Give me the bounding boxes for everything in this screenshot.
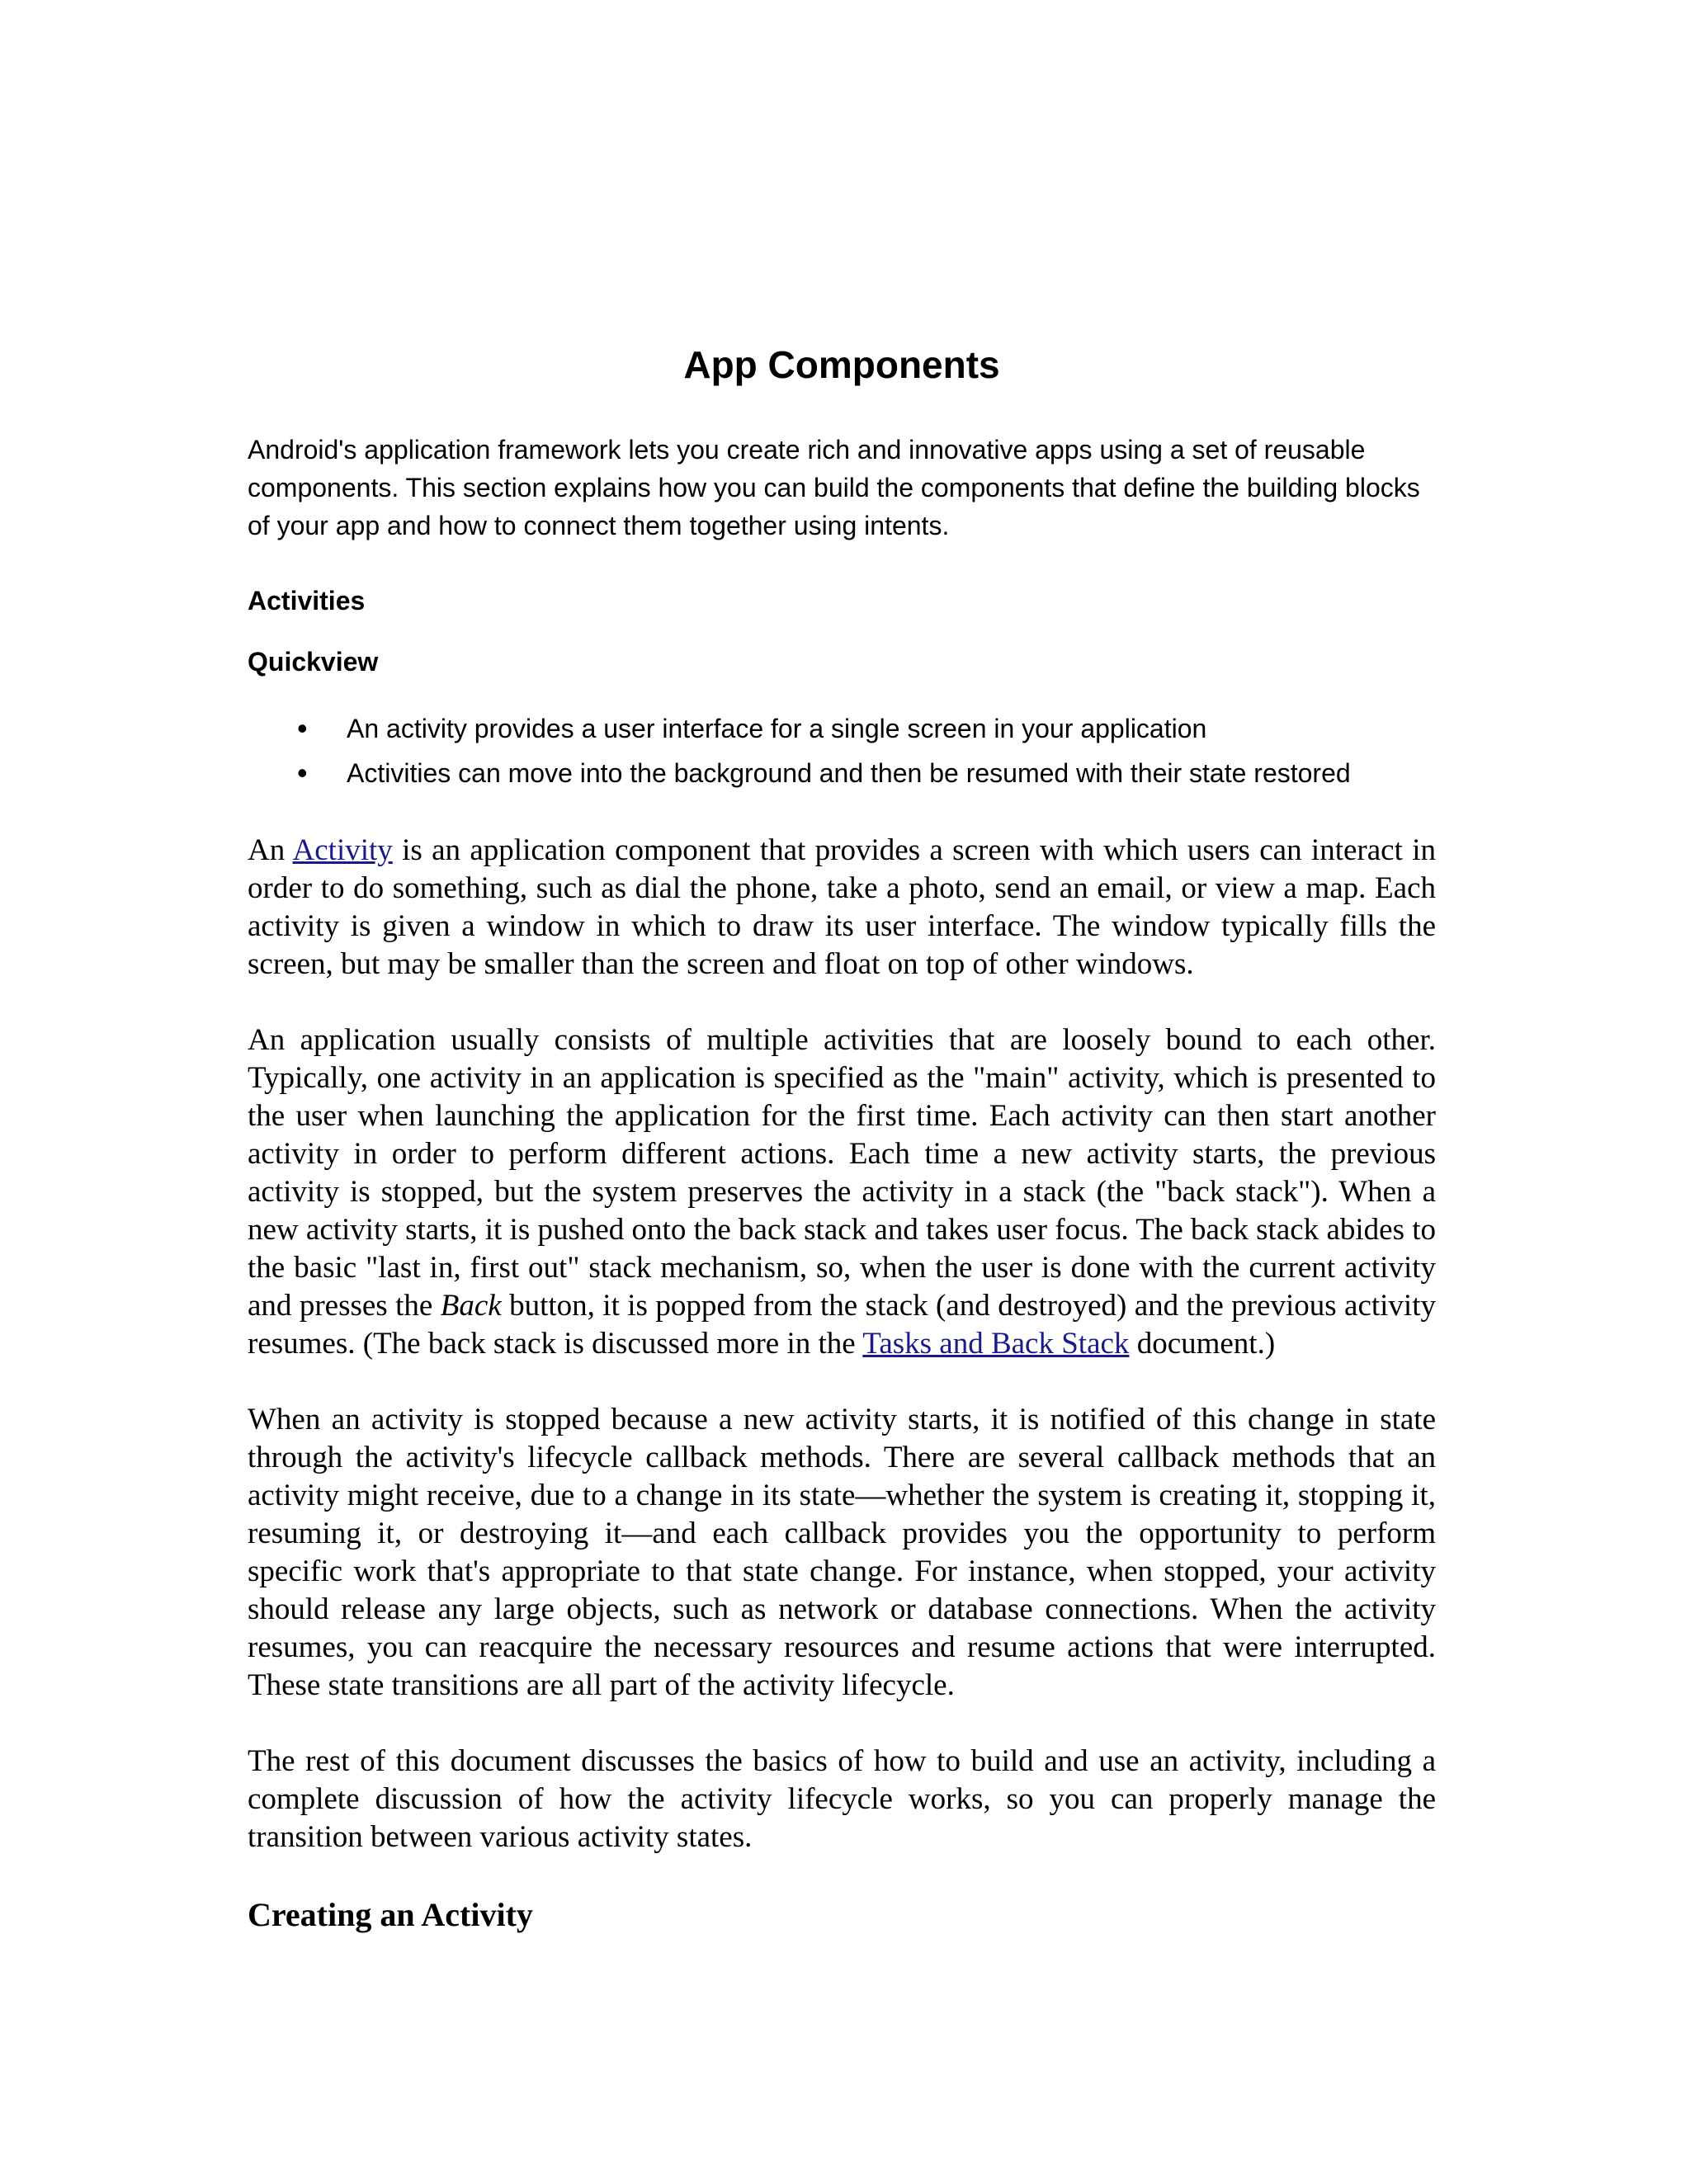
paragraph-text: An xyxy=(248,833,293,868)
activity-link[interactable]: Activity xyxy=(292,833,393,868)
list-item-text: Activities can move into the background and then be resumed with their state restored xyxy=(347,758,1351,789)
paragraph-lifecycle-callbacks: When an activity is stopped because a new activity starts, it is notified of this change in state through the activity's lifecycle callback methods. There are several callback methods that an activity might receive, due to a change in its state—whether the system is creating it, stopping it, resuming it, or destroying it—and each callback provides you the opportunity to perform specific work that's appropriate to that state change. For instance, when stopped, your activity should release any large objects, such as network or database connections. When the activity resumes, you can reacquire the necessary resources and resume actions that were interrupted. These state transitions are all part of the activity lifecycle. xyxy=(248,1403,1436,1703)
list-item-text: An activity provides a user interface for a single screen in your application xyxy=(347,714,1207,744)
paragraph-text: An application usually consists of multiple activities that are loosely bound to each other. Typically, one activity in an application is specified as the "main" activity, which is presented to the user when launching the application for the first time. Each activity can then start another activity in order to perform different actions. Each time a new activity starts, the previous activity is stopped, but the system preserves the activity in a stack (the "back stack"). When a new activity starts, it is pushed onto the back stack and takes user focus. The back stack abides to the basic "last in, first out" stack mechanism, so, when the user is done with the current activity and presses the xyxy=(248,1023,1436,1323)
paragraph-document-overview: The rest of this document discusses the basics of how to build and use an activity, including a complete discussion of how the activity lifecycle works, so you can properly manage the transition between various activity states. xyxy=(248,1744,1436,1855)
back-button-emphasis: Back xyxy=(440,1289,502,1323)
list-item xyxy=(248,751,1436,795)
paragraph-text: document.) xyxy=(1129,1327,1276,1361)
quickview-heading: Quickview xyxy=(248,647,379,677)
section-heading-activities: Activities xyxy=(248,586,366,616)
paragraph-text: is an application component that provides a screen with which users can interact in order to do something, such as dial the phone, take a photo, send an email, or view a map. Each activity is given a window in which to draw its user interface. The window typically fills the screen, but may be smaller than the screen and float on top of other windows. xyxy=(248,833,1436,982)
paragraph-activity-definition xyxy=(248,832,1436,984)
creating-activity-heading: Creating an Activity xyxy=(248,1896,533,1934)
list-item xyxy=(248,706,1436,751)
page-title: App Components xyxy=(683,343,1000,386)
paragraph-text: button, it is popped from the stack (and destroyed) and the previous activity resumes. (The back stack is discussed more in the xyxy=(248,1289,1436,1361)
bullet-icon: • xyxy=(297,711,308,746)
quickview-list xyxy=(248,706,1436,795)
document-content xyxy=(248,342,1436,1936)
tasks-back-stack-link[interactable]: Tasks and Back Stack xyxy=(862,1327,1130,1361)
paragraph-back-stack xyxy=(248,1021,1436,1363)
bullet-icon: • xyxy=(297,756,308,790)
intro-paragraph: Android's application framework lets you create rich and innovative apps using a set of reusable components. This section explains how you can build the components that define the building blocks of your app and how to connect them together using intents. xyxy=(248,435,1420,541)
